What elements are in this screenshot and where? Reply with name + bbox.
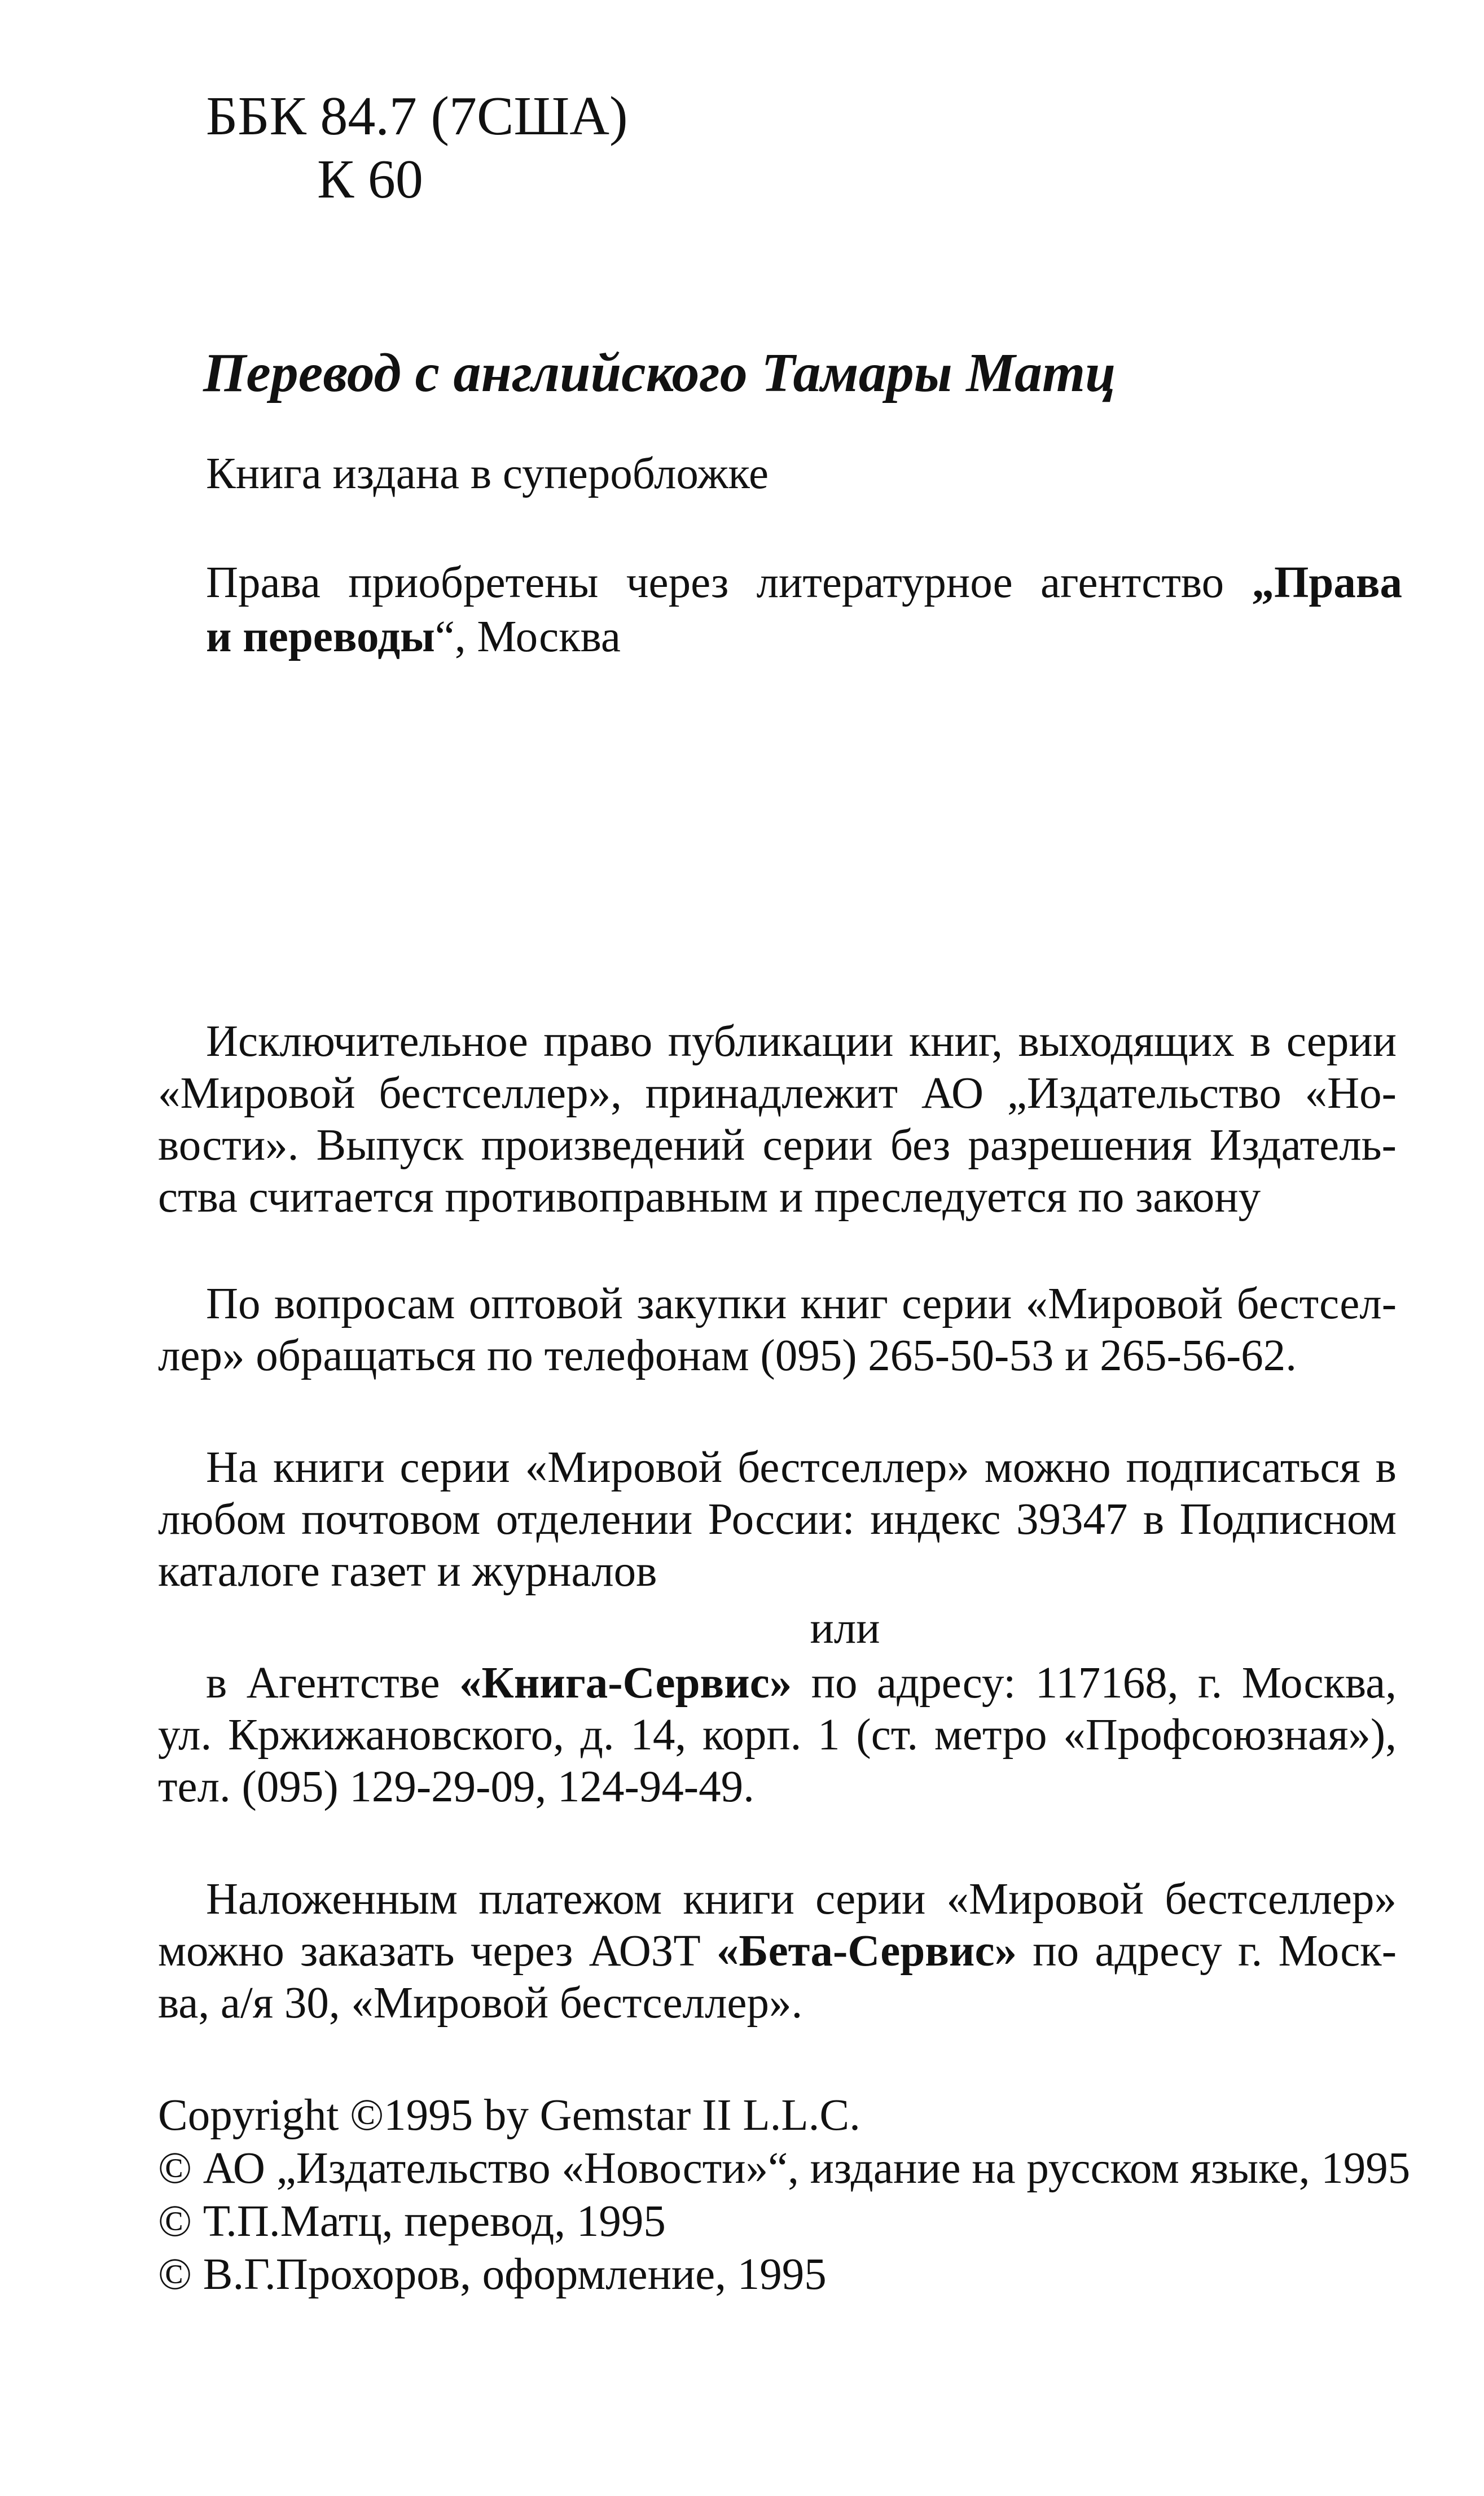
wholesale-paragraph: [158, 1278, 1397, 1382]
rights-prefix: Права приобретены через литературное агентство: [206, 558, 1252, 607]
copyright-line-2: © АО „Издательство «Новости»“, издание на русском языке, 1995: [158, 2144, 1411, 2193]
agency-prefix: в Агентстве: [206, 1659, 459, 1708]
exclusive-line-3: вости». Выпуск произведений серии без разрешения Издатель-: [158, 1121, 1397, 1170]
bbk-code: ББК 84.7 (7США): [206, 86, 628, 147]
rights-suffix: “, Москва: [434, 612, 621, 661]
copyright-line-1: Copyright ©1995 by Gemstar II L.L.C.: [158, 2091, 860, 2140]
wholesale-line-2: лер» обращаться по телефонам (095) 265-50-53 и 265-56-62.: [158, 1331, 1297, 1380]
cover-note: Книга издана в суперобложке: [206, 449, 769, 498]
subscription-line-1: На книги серии «Мировой бестселлер» можно подписаться в: [206, 1443, 1397, 1492]
rights-agency-part-1: „Права: [1252, 558, 1402, 607]
copyright-block: [158, 2089, 1410, 2301]
rights-agency-part-2: и переводы: [206, 612, 435, 661]
rights-line-2: [206, 610, 1402, 664]
subscription-line-3: каталоге газет и журналов: [158, 1547, 657, 1596]
copyright-line-3: © Т.П.Матц, перевод, 1995: [158, 2197, 666, 2246]
subscription-line-2: любом почтовом отделении России: индекс 39347 в Подписном: [158, 1495, 1397, 1544]
agency-line-2: ул. Кржижановского, д. 14, корп. 1 (ст. метро «Профсоюзная»),: [158, 1710, 1397, 1760]
exclusive-line-4: ства считается противоправным и преследуется по закону: [158, 1173, 1261, 1222]
translation-credit: Перевод с английского Тамары Матц: [203, 343, 1116, 403]
cash-on-delivery-paragraph: [158, 1874, 1397, 2029]
agency-line-1-rest: по адресу: 117168, г. Москва,: [792, 1659, 1397, 1708]
author-mark: К 60: [317, 149, 423, 210]
agency-line-3: тел. (095) 129-29-09, 124-94-49.: [158, 1762, 754, 1811]
agency-address-paragraph: [158, 1657, 1397, 1813]
rights-line-1: [206, 556, 1402, 610]
agency-line-1: [158, 1657, 1397, 1709]
cod-line-2: [158, 1925, 1397, 1977]
cod-company-name: «Бета-Сервис»: [716, 1927, 1017, 1976]
cod-line-3: ва, а/я 30, «Мировой бестселлер».: [158, 1979, 803, 2028]
subscription-paragraph: [158, 1442, 1397, 1598]
bbk-classification: [206, 85, 628, 211]
exclusive-line-1: Исключительное право публикации книг, выходящих в серии: [206, 1017, 1397, 1066]
exclusive-rights-paragraph: [158, 1016, 1397, 1223]
cod-line-2-prefix: можно заказать через АОЗТ: [158, 1927, 717, 1976]
exclusive-line-2: «Мировой бестселлер», принадлежит АО „Издательство «Но-: [158, 1069, 1397, 1118]
cod-line-1: Наложенным платежом книги серии «Мировой бестселлер»: [206, 1875, 1397, 1924]
rights-note: [206, 556, 1402, 664]
or-separator: или: [810, 1604, 880, 1653]
wholesale-line-1: По вопросам оптовой закупки книг серии «Мировой бестсел-: [206, 1279, 1397, 1328]
copyright-line-4: © В.Г.Прохоров, оформление, 1995: [158, 2250, 827, 2299]
agency-name: «Книга-Сервис»: [459, 1659, 792, 1708]
cod-line-2-rest: по адресу г. Моск-: [1017, 1927, 1397, 1976]
